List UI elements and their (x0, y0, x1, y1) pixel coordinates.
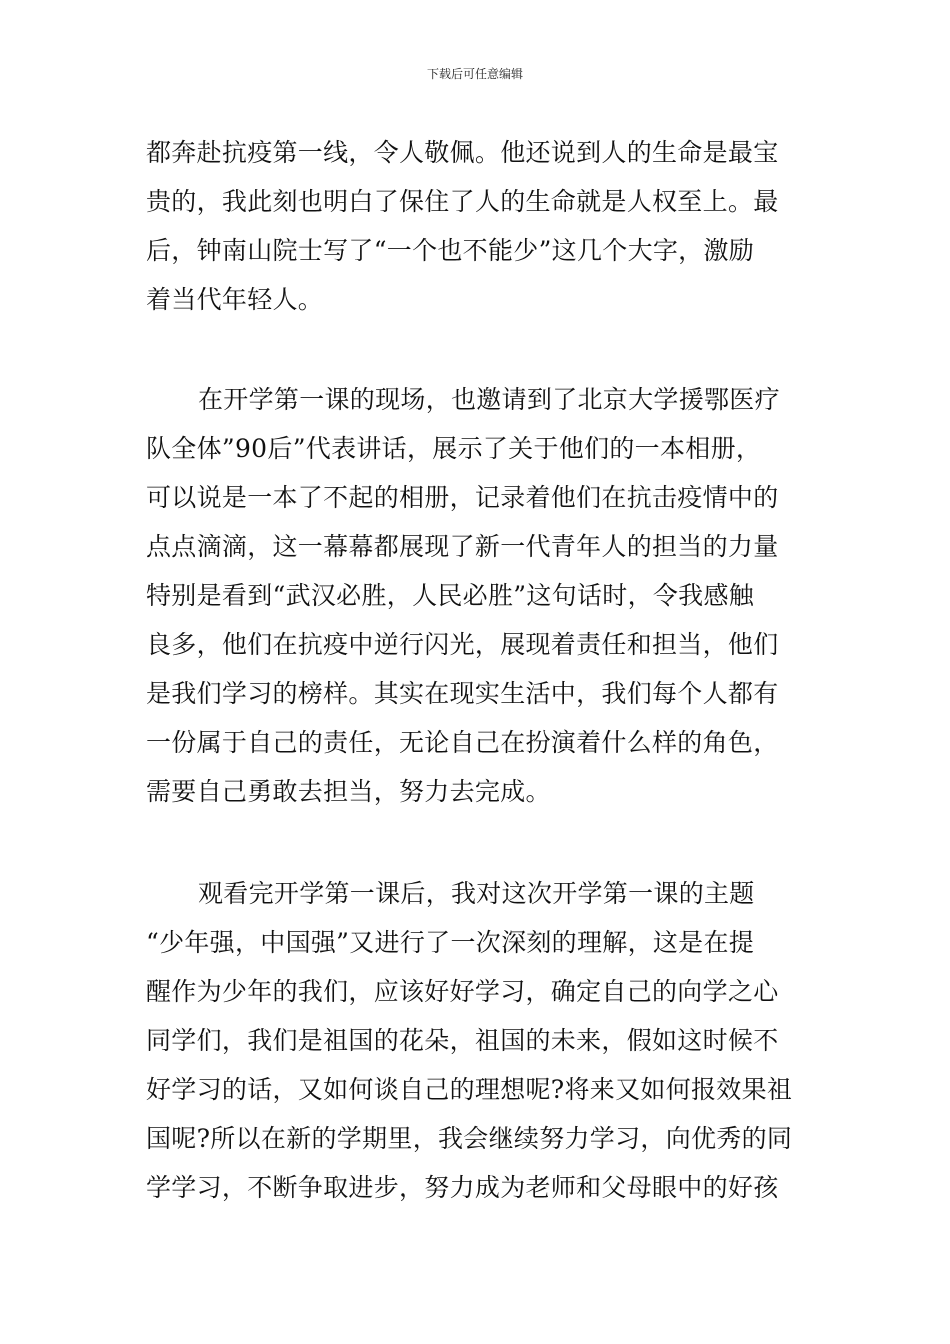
paragraph-line: 良多，他们在抗疫中逆行闪光，展现着责任和担当，他们 (146, 630, 779, 659)
paragraph-line: 在开学第一课的现场，也邀请到了北京大学援鄂医疗 (198, 385, 780, 414)
paragraph-line: 好学习的话，又如何谈自己的理想呢?将来又如何报效果祖 (146, 1075, 793, 1104)
paragraph-2 (146, 375, 808, 816)
paragraph-3 (146, 869, 808, 1212)
paragraph-line: 是我们学习的榜样。其实在现实生活中，我们每个人都有 (146, 679, 779, 708)
paragraph-line: 观看完开学第一课后，我对这次开学第一课的主题 (198, 879, 755, 908)
paragraph-line: 可以说是一本了不起的相册，记录着他们在抗击疫情中的 (146, 483, 779, 512)
paragraph-line: 队全体”90后”代表讲话，展示了关于他们的一本相册， (146, 434, 762, 463)
paragraph-line: 需要自己勇敢去担当，努力去完成。 (146, 777, 551, 806)
paragraph-line: 国呢?所以在新的学期里，我会继续努力学习，向优秀的同 (146, 1124, 793, 1153)
paragraph-1 (146, 128, 808, 324)
paragraph-line: 都奔赴抗疫第一线，令人敬佩。他还说到人的生命是最宝 (146, 138, 779, 167)
paragraph-line: 贵的，我此刻也明白了保住了人的生命就是人权至上。最 (146, 187, 779, 216)
paragraph-line: 醒作为少年的我们，应该好好学习，确定自己的向学之心 (146, 977, 779, 1006)
paragraph-line: 着当代年轻人。 (146, 285, 324, 314)
paragraph-line: 点点滴滴，这一幕幕都展现了新一代青年人的担当的力量 (146, 532, 779, 561)
paragraph-line: 后，钟南山院士写了“一个也不能少”这几个大字，激励 (146, 236, 755, 265)
paragraph-line: “少年强，中国强”又进行了一次深刻的理解，这是在提 (146, 928, 755, 957)
paragraph-line: 同学们，我们是祖国的花朵，祖国的未来，假如这时候不 (146, 1026, 779, 1055)
paragraph-line: 一份属于自己的责任，无论自己在扮演着什么样的角色， (146, 728, 779, 757)
page-header-note: 下载后可任意编辑 (426, 67, 523, 81)
paragraph-line: 特别是看到“武汉必胜，人民必胜”这句话时，令我感触 (146, 581, 755, 610)
paragraph-line: 学学习，不断争取进步，努力成为老师和父母眼中的好孩 (146, 1173, 779, 1202)
